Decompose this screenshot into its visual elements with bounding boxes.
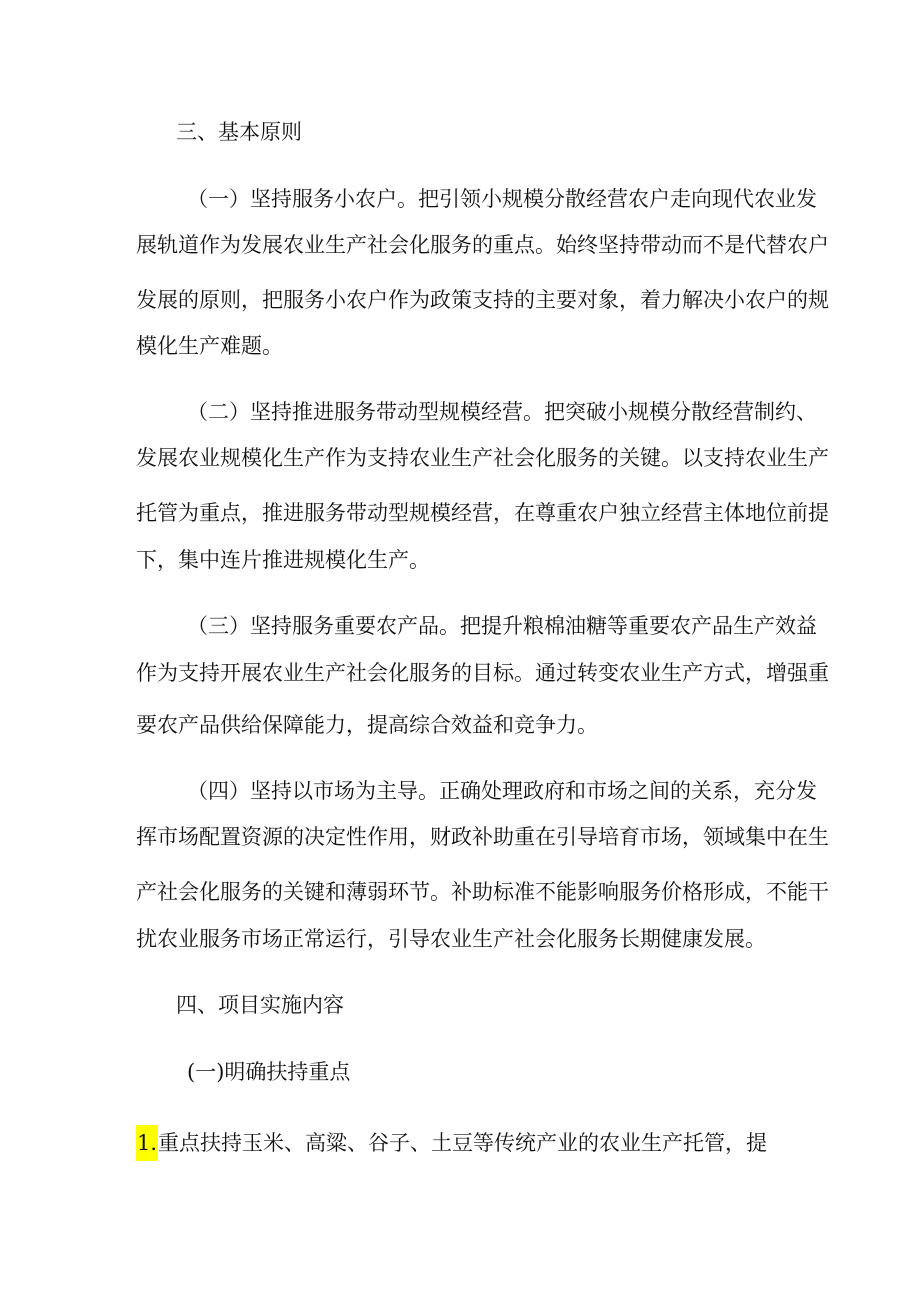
paragraph-4-line-1: （四）坚持以市场为主导。正确处理政府和市场之间的关系，充分发 [187, 779, 817, 803]
paragraph-4-line-3: 产社会化服务的关键和薄弱环节。补助标准不能影响服务价格形成，不能干 [136, 880, 829, 904]
list-item-number-highlight: 1. [136, 1125, 158, 1161]
paragraph-1-line-3: 发展的原则，把服务小农户作为政策支持的主要对象，着力解决小农户的规 [136, 288, 829, 312]
sub-heading-support-focus: (一)明确扶持重点 [187, 1060, 351, 1084]
paragraph-2-line-4: 下，集中连片推进规模化生产。 [136, 548, 430, 572]
paragraph-1-line-4: 模化生产难题。 [136, 334, 283, 358]
paragraph-2-line-1: （二）坚持推进服务带动型规模经营。把突破小规模分散经营制约、 [187, 400, 817, 424]
paragraph-3-line-2: 作为支持开展农业生产社会化服务的目标。通过转变农业生产方式，增强重 [136, 661, 829, 685]
paragraph-3-line-1: （三）坚持服务重要农产品。把提升粮棉油糖等重要农产品生产效益 [187, 614, 817, 638]
paragraph-2-line-3: 托管为重点，推进服务带动型规模经营，在尊重农户独立经营主体地位前提 [136, 501, 829, 525]
paragraph-1-line-1: （一）坚持服务小农户。把引领小规模分散经营农户走向现代农业发 [187, 187, 817, 211]
section-heading-project-content: 四、项目实施内容 [176, 993, 344, 1017]
section-heading-basic-principles: 三、基本原则 [176, 120, 302, 144]
paragraph-1-line-2: 展轨道作为发展农业生产社会化服务的重点。始终坚持带动而不是代替农户 [136, 233, 829, 257]
list-item-1 [0, 1128, 920, 1158]
list-item-text: 重点扶持玉米、高粱、谷子、土豆等传统产业的农业生产托管，提 [158, 1131, 768, 1155]
paragraph-3-line-3: 要农产品供给保障能力，提高综合效益和竞争力。 [136, 713, 598, 737]
paragraph-2-line-2: 发展农业规模化生产作为支持农业生产社会化服务的关键。以支持农业生产 [136, 446, 829, 470]
paragraph-4-line-2: 挥市场配置资源的决定性作用，财政补助重在引导培育市场，领域集中在生 [136, 825, 829, 849]
paragraph-4-line-4: 扰农业服务市场正常运行，引导农业生产社会化服务长期健康发展。 [136, 927, 766, 951]
